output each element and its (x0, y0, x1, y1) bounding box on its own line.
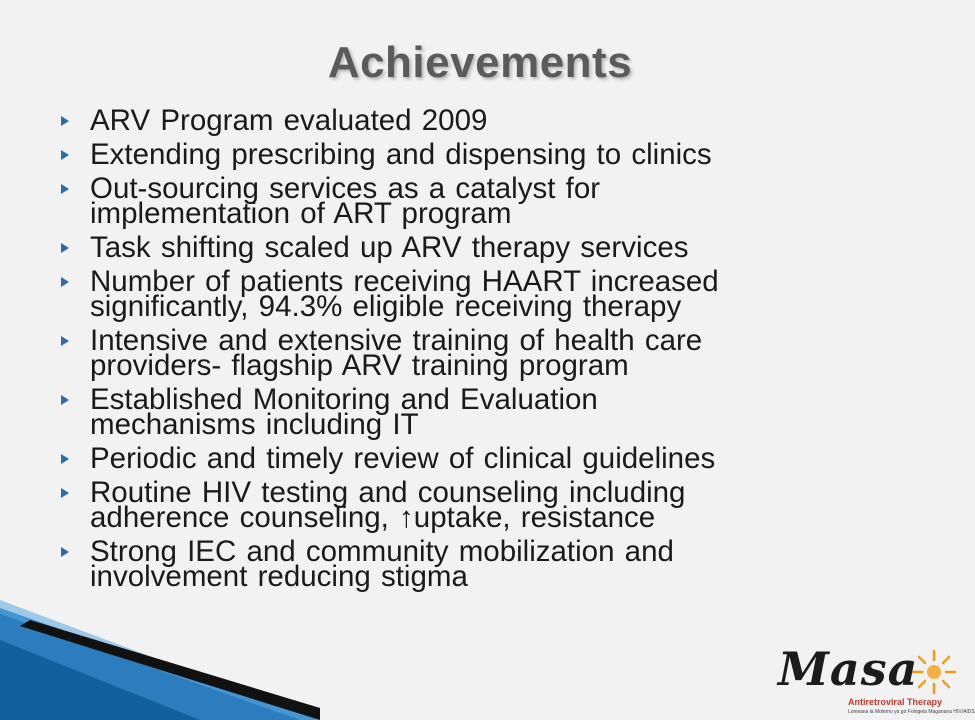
bullet-item (58, 442, 938, 475)
bullet-line: mechanisms including IT (90, 408, 419, 441)
arrow-bullet-icon (60, 269, 74, 294)
arrow-bullet-icon (60, 328, 74, 353)
bullet-line: Intensive and extensive training of health care (90, 324, 703, 357)
arrow-bullet-icon (60, 108, 74, 133)
arrow-bullet-icon (60, 539, 74, 564)
bullet-line: Number of patients receiving HAART increased (90, 265, 719, 298)
bullet-line: Out-sourcing services as a catalyst for (90, 172, 601, 205)
masa-logo (770, 640, 975, 720)
bullet-line: Routine HIV testing and counseling including (90, 476, 686, 509)
arrow-bullet-icon (60, 446, 74, 471)
bullet-line: Established Monitoring and Evaluation (90, 383, 598, 416)
bullet-line: Periodic and timely review of clinical guidelines (90, 442, 716, 475)
bullet-line: implementation of ART program (90, 197, 512, 230)
bullet-item (58, 476, 938, 534)
logo-tagline: Lonwana la Molemo ya go Fologela Maganana HIV/AIDS (848, 709, 975, 715)
bullet-line: Task shifting scaled up ARV therapy services (90, 231, 689, 264)
bullet-item (58, 383, 938, 441)
arrow-bullet-icon (60, 387, 74, 412)
bullet-item (58, 231, 938, 264)
bullet-item (58, 535, 938, 593)
bullet-line: Strong IEC and community mobilization and (90, 535, 674, 568)
logo-subtitle: Antiretroviral Therapy (848, 697, 943, 707)
bullet-line: providers- flagship ARV training program (90, 349, 629, 382)
arrow-bullet-icon (60, 142, 74, 167)
bullet-item (58, 138, 938, 171)
bullet-line: Extending prescribing and dispensing to clinics (90, 138, 712, 171)
logo-wordmark: Masa (778, 642, 919, 696)
bullet-list (58, 104, 938, 598)
bullet-item (58, 324, 938, 382)
bullet-line: adherence counseling, ↑uptake, resistance (90, 501, 656, 534)
arrow-bullet-icon (60, 480, 74, 505)
decorative-ribbon (0, 600, 320, 720)
slide-title: Achievements (327, 38, 633, 87)
bullet-item (58, 265, 938, 323)
bullet-item (58, 172, 938, 230)
bullet-item (58, 104, 938, 137)
bullet-line: involvement reducing stigma (90, 560, 468, 593)
bullet-line: ARV Program evaluated 2009 (90, 104, 488, 137)
bullet-line: significantly, 94.3% eligible receiving therapy (90, 290, 682, 323)
arrow-bullet-icon (60, 235, 74, 260)
arrow-bullet-icon (60, 176, 74, 201)
